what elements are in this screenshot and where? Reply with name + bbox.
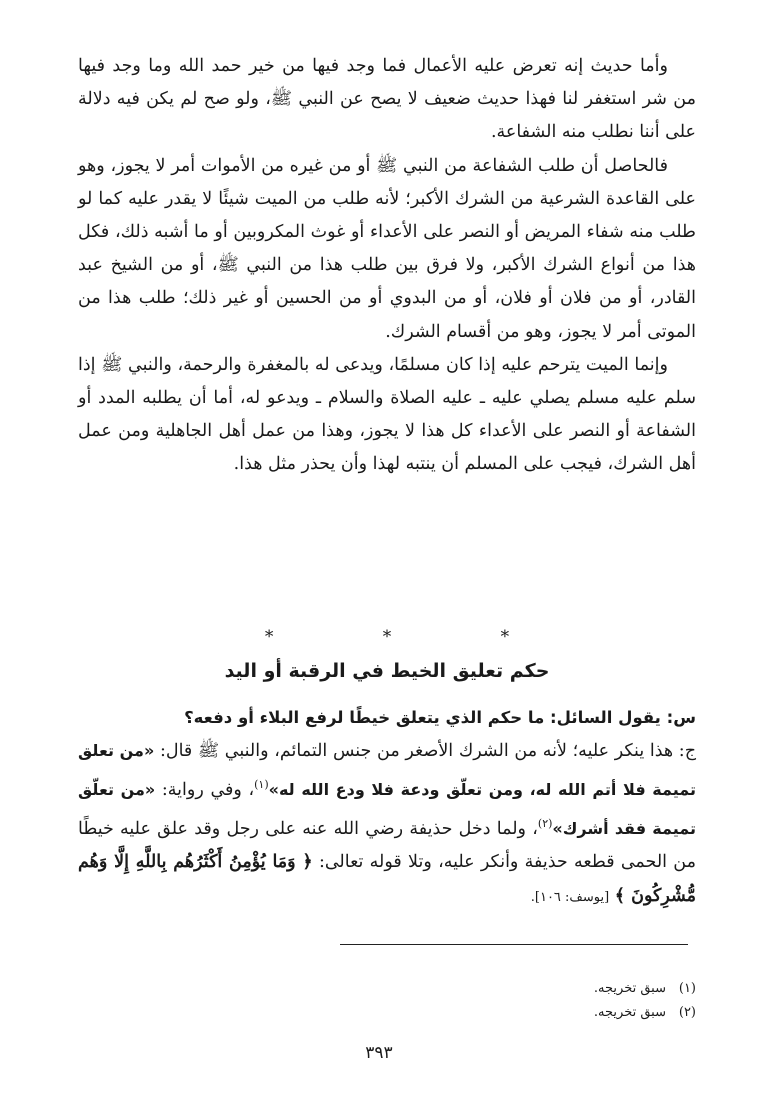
answer xyxy=(78,734,696,914)
footnote-number: (٢) xyxy=(678,1005,696,1020)
quran-verse: ﴿ وَمَا يُؤْمِنُ أَكْثَرُهُم بِاللَّهِ إِلَّا وَهُم مُّشْرِكُونَ ﴾ xyxy=(78,852,696,906)
footnote-mark-2: (٢) xyxy=(537,817,553,831)
paragraph-3: وإنما الميت يترحم عليه إذا كان مسلمًا، ويدعى له بالمغفرة والرحمة، والنبي ﷺ إذا سلم عليه مسلم يصلي عليه ـ عليه الصلاة والسلام ـ ويدعو له، أما أن يطلبه المدد أو الشفاعة أو النصر على الأعداء كل هذا لا يجوز، وهذا من عمل أهل الجاهلية ومن عمل أهل الشرك، فيجب على المسلم أن ينتبه لهذا وأن يحذر مثل هذا. xyxy=(78,354,696,475)
quran-reference: [يوسف: ١٠٦]. xyxy=(530,889,610,905)
hadith-1: «من تعلق تميمة فلا أتم الله له، ومن تعلّق ودعة فلا ودع الله له» xyxy=(78,741,696,800)
section-title: حكم تعليق الخيط في الرقبة أو اليد xyxy=(224,660,550,682)
footnote-text: سبق تخريجه. xyxy=(593,1005,666,1020)
answer-mid: ، وفي رواية: xyxy=(161,780,255,801)
footnotes xyxy=(78,977,696,1025)
question-answer xyxy=(78,701,696,914)
page-number: ٣٩٣ xyxy=(365,1043,393,1063)
paragraph-2: فالحاصل أن طلب الشفاعة من النبي ﷺ أو من غيره من الأموات أمر لا يجوز، وهو على القاعدة الشرعية من الشرك الأكبر؛ لأنه طلب من الميت شيئًا لا يقدر عليه كما لو طلب منه شفاء المريض أو النصر على الأعداء أو غوث المكروبين أو ما أشبه ذلك، فكل هذا من أنواع الشرك الأكبر، ولا فرق بين طلب هذا من النبي ﷺ، أو من الشيخ عبد القادر، أو من فلان أو فلان، أو من البدوي أو من الحسين أو غير ذلك؛ طلب هذا من الموتى أمر لا يجوز، وهو من أقسام الشرك. xyxy=(78,155,696,342)
footnote-2 xyxy=(78,1001,696,1025)
answer-rest: ، ولما دخل حذيفة رضي الله عنه على رجل وقد علق عليه خيطًا من الحمى قطعه حذيفة وأنكر عليه، وتلا قوله تعالى: xyxy=(78,819,696,873)
footnote-mark-1: (١) xyxy=(254,778,269,792)
paragraph-1: وأما حديث إنه تعرض عليه الأعمال فما وجد فيها من خير حمد الله وما وجد فيها من شر استغفر لنا فهذا حديث ضعيف لا يصح عن النبي ﷺ، ولو صح لم يكن فيه دلالة على أننا نطلب منه الشفاعة. xyxy=(78,56,696,143)
question: س: يقول السائل: ما حكم الذي يتعلق خيطًا لرفع البلاء أو دفعه؟ xyxy=(184,708,696,727)
section-separator: * * * xyxy=(264,627,562,647)
footnote-1 xyxy=(78,977,696,1001)
answer-intro: ج: هذا ينكر عليه؛ لأنه من الشرك الأصغر من جنس التمائم، والنبي ﷺ قال: xyxy=(159,741,696,762)
footnote-number: (١) xyxy=(678,981,696,996)
hadith-2: «من تعلّق تميمة فقد أشرك» xyxy=(78,780,696,839)
footnote-text: سبق تخريجه. xyxy=(593,981,666,996)
main-text xyxy=(78,50,696,482)
footnote-divider xyxy=(340,944,688,945)
